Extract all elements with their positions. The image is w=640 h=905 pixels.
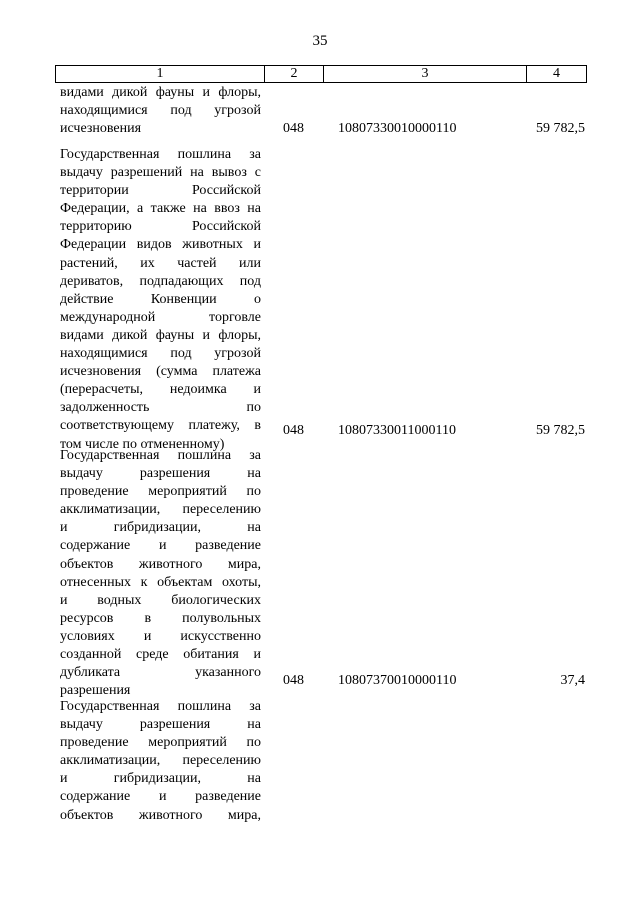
description-line: исчезновения [60, 121, 142, 137]
header-col-2: 2 [265, 66, 324, 82]
description-line: выдачу разрешения на [60, 717, 261, 733]
description-line: находящимися под угрозой [60, 103, 261, 119]
kbk-code: 10807370010000110 [338, 673, 457, 688]
description-line: территории Российской [60, 183, 261, 199]
description-line: действие Конвенции о [60, 291, 261, 307]
description-line: созданной среде обитания и [60, 647, 261, 663]
table-header [55, 65, 587, 83]
description-line: находящимися под угрозой [60, 346, 261, 362]
description-line: видами дикой фауны и флоры, [60, 85, 261, 100]
description-line: исчезновения (сумма платежа [60, 364, 261, 380]
description-line: Федерации видов животных и [60, 237, 261, 253]
kbk-code: 10807330010000110 [338, 121, 457, 136]
row-description [60, 146, 261, 454]
description-line: проведение мероприятий по [60, 735, 261, 751]
row-description [60, 447, 261, 700]
amount: 37,4 [560, 673, 585, 688]
admin-code: 048 [283, 423, 304, 438]
description-line: задолженность по [60, 400, 261, 416]
description-line: растений, их частей или [60, 255, 261, 271]
description-line: объектов животного мира, [60, 556, 261, 572]
description-line: выдачу разрешений на вывоз с [60, 165, 261, 181]
admin-code: 048 [283, 121, 304, 136]
description-line: объектов животного мира, [60, 807, 261, 823]
description-line: акклиматизации, переселению [60, 753, 261, 769]
page-number: 35 [312, 33, 328, 49]
kbk-code: 10807330011000110 [338, 423, 456, 438]
amount: 59 782,5 [536, 121, 585, 136]
description-line: и водных биологических [60, 592, 261, 608]
description-line: международной торговле [60, 309, 261, 325]
header-col-3: 3 [324, 66, 527, 82]
description-line: и гибридизации, на [60, 771, 261, 787]
description-line: Федерации, а также на ввоз на [60, 201, 261, 217]
description-line: Государственная пошлина за [60, 448, 261, 463]
description-line: Государственная пошлина за [60, 147, 261, 162]
admin-code: 048 [283, 673, 304, 688]
description-line: том числе по отмененному) [60, 436, 225, 452]
description-line: территорию Российской [60, 219, 261, 235]
description-line: дериватов, подпадающих под [60, 273, 261, 289]
description-line: и гибридизации, на [60, 520, 261, 536]
description-line: соответствующему платежу, в [60, 418, 261, 434]
description-line: проведение мероприятий по [60, 484, 261, 500]
description-line: Государственная пошлина за [60, 699, 261, 714]
amount: 59 782,5 [536, 423, 585, 438]
description-line: разрешения [60, 683, 131, 699]
row-description [60, 698, 261, 825]
row-description [60, 84, 261, 138]
description-line: содержание и разведение [60, 789, 261, 805]
description-line: акклиматизации, переселению [60, 502, 261, 518]
description-line: содержание и разведение [60, 538, 261, 554]
description-line: (перерасчеты, недоимка и [60, 382, 261, 398]
header-col-1: 1 [56, 66, 265, 82]
header-col-4: 4 [553, 66, 560, 81]
description-line: выдачу разрешения на [60, 466, 261, 482]
description-line: отнесенных к объектам охоты, [60, 574, 261, 590]
description-line: видами дикой фауны и флоры, [60, 327, 261, 343]
description-line: условиях и искусственно [60, 628, 261, 644]
description-line: ресурсов в полувольных [60, 610, 261, 626]
description-line: дубликата указанного [60, 665, 261, 681]
